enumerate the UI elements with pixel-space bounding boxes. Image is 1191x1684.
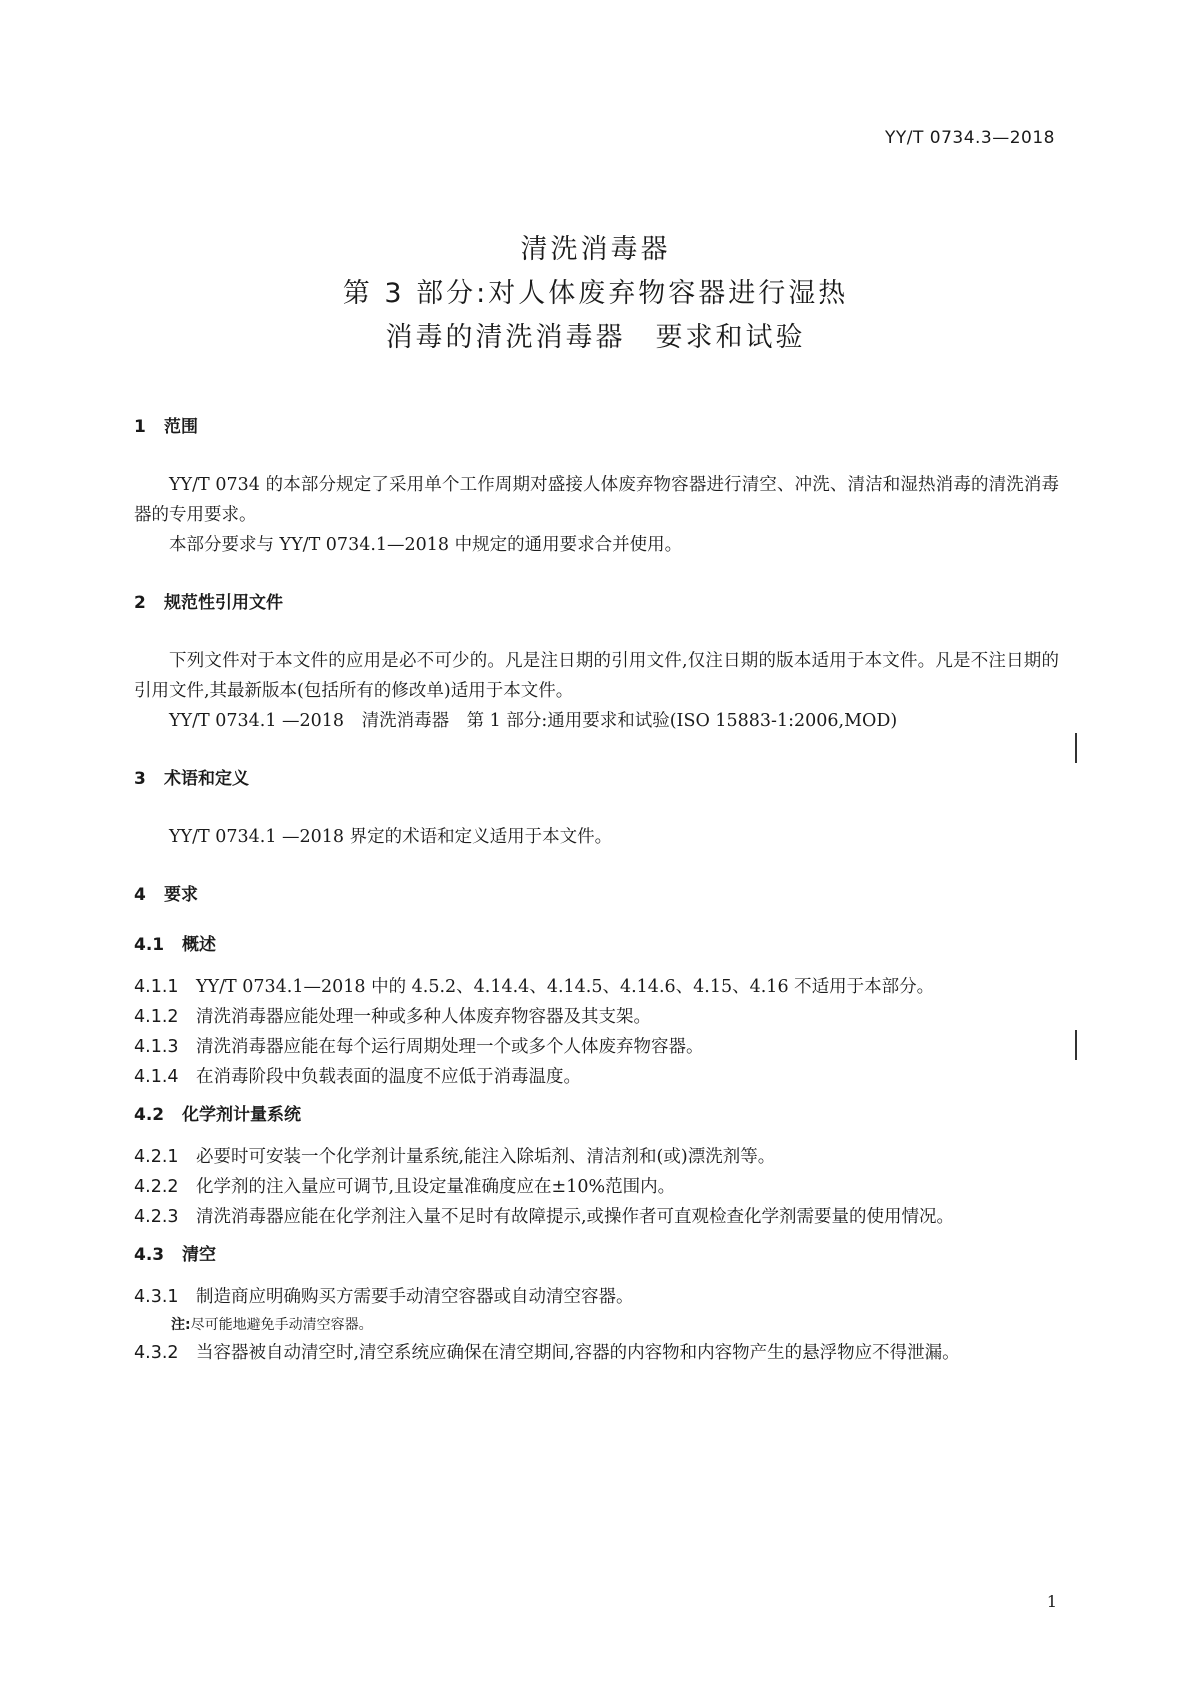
clause-text: 清洗消毒器应能在每个运行周期处理一个或多个人体废弃物容器。 [196,1037,704,1057]
clause-4-1-4 [134,1062,1059,1092]
clause-number: 4.2.2 [134,1177,179,1197]
section-number: 3 [134,769,146,789]
clause-text: 清洗消毒器应能在化学剂注入量不足时有故障提示,或操作者可直观检查化学剂需要量的使用情况。 [196,1207,955,1227]
clause-text: 当容器被自动清空时,清空系统应确保在清空期间,容器的内容物和内容物产生的悬浮物应不得泄漏。 [196,1343,960,1363]
clause-4-2-1 [134,1142,1059,1172]
section-3-paragraph-1: YY/T 0734.1 —2018 界定的术语和定义适用于本文件。 [169,827,613,847]
clause-text: 清洗消毒器应能处理一种或多种人体废弃物容器及其支架。 [196,1007,651,1027]
subsection-4-2-heading [134,1102,1059,1128]
clause-number: 4.3.1 [134,1287,179,1307]
standard-number: YY/T 0734.3—2018 [884,128,1055,148]
title-line-1: 清洗消毒器 [520,234,671,265]
clause-text: 制造商应明确购买方需要手动清空容器或自动清空容器。 [196,1287,634,1307]
section-4-heading [134,882,1059,908]
subsection-title: 概述 [182,935,216,955]
clause-number: 4.2.3 [134,1207,179,1227]
clause-text: YY/T 0734.1—2018 中的 4.5.2、4.14.4、4.14.5、4.14.6、4.15、4.16 不适用于本部分。 [196,977,935,997]
clause-4-3-1 [134,1282,1059,1312]
clause-number: 4.1.3 [134,1037,179,1057]
clause-text: 在消毒阶段中负载表面的温度不应低于消毒温度。 [196,1067,581,1087]
section-2-heading [134,590,1059,616]
clause-number: 4.1.1 [134,977,179,997]
note [134,1312,1059,1338]
subsection-number: 4.3 [134,1245,165,1265]
subsection-number: 4.2 [134,1105,165,1125]
section-title: 要求 [164,885,198,905]
clause-4-3-2 [134,1338,1059,1368]
subsection-4-1-heading [134,932,1059,958]
change-bar [1075,733,1077,763]
subsection-4-3-heading [134,1242,1059,1268]
section-1-heading [134,414,1059,440]
subsection-title: 化学剂计量系统 [182,1105,301,1125]
note-text: 尽可能地避免手动清空容器。 [190,1317,373,1333]
clause-4-2-2 [134,1172,1059,1202]
subsection-number: 4.1 [134,935,165,955]
section-3-heading [134,766,1059,792]
clause-4-1-2 [134,1002,1059,1032]
clause-number: 4.1.4 [134,1067,179,1087]
change-bar [1075,1030,1077,1060]
document-body [134,414,1059,1368]
section-number: 1 [134,417,146,437]
section-title: 范围 [164,417,198,437]
clause-text: 必要时可安装一个化学剂计量系统,能注入除垢剂、清洁剂和(或)漂洗剂等。 [196,1147,776,1167]
clause-4-2-3 [134,1202,1059,1232]
section-1-paragraph-1: YY/T 0734 的本部分规定了采用单个工作周期对盛接人体废弃物容器进行清空、冲洗、清洁和湿热消毒的清洗消毒器的专用要求。 [134,475,1059,525]
section-number: 4 [134,885,146,905]
clause-number: 4.3.2 [134,1343,179,1363]
section-1-paragraph-2: 本部分要求与 YY/T 0734.1—2018 中规定的通用要求合并使用。 [169,535,683,555]
title-line-2: 第 3 部分:对人体废弃物容器进行湿热 [342,278,849,309]
section-2-paragraph-1: 下列文件对于本文件的应用是必不可少的。凡是注日期的引用文件,仅注日期的版本适用于本文件。凡是不注日期的引用文件,其最新版本(包括所有的修改单)适用于本文件。 [134,651,1059,701]
clause-4-1-3 [134,1032,1059,1062]
clause-text: 化学剂的注入量应可调节,且设定量准确度应在±10%范围内。 [196,1177,676,1197]
clause-4-1-1 [134,972,1059,1002]
clause-number: 4.1.2 [134,1007,179,1027]
title-line-3: 消毒的清洗消毒器 要求和试验 [385,322,806,353]
note-label: 注: [171,1317,191,1333]
normative-reference-item: YY/T 0734.1 —2018 清洗消毒器 第 1 部分:通用要求和试验(ISO 15883-1:2006,MOD) [169,711,898,731]
section-number: 2 [134,593,146,613]
page-number: 1 [1046,1592,1057,1611]
subsection-title: 清空 [182,1245,216,1265]
clause-number: 4.2.1 [134,1147,179,1167]
section-title: 规范性引用文件 [164,593,283,613]
section-title: 术语和定义 [164,769,249,789]
document-title [0,228,1191,360]
